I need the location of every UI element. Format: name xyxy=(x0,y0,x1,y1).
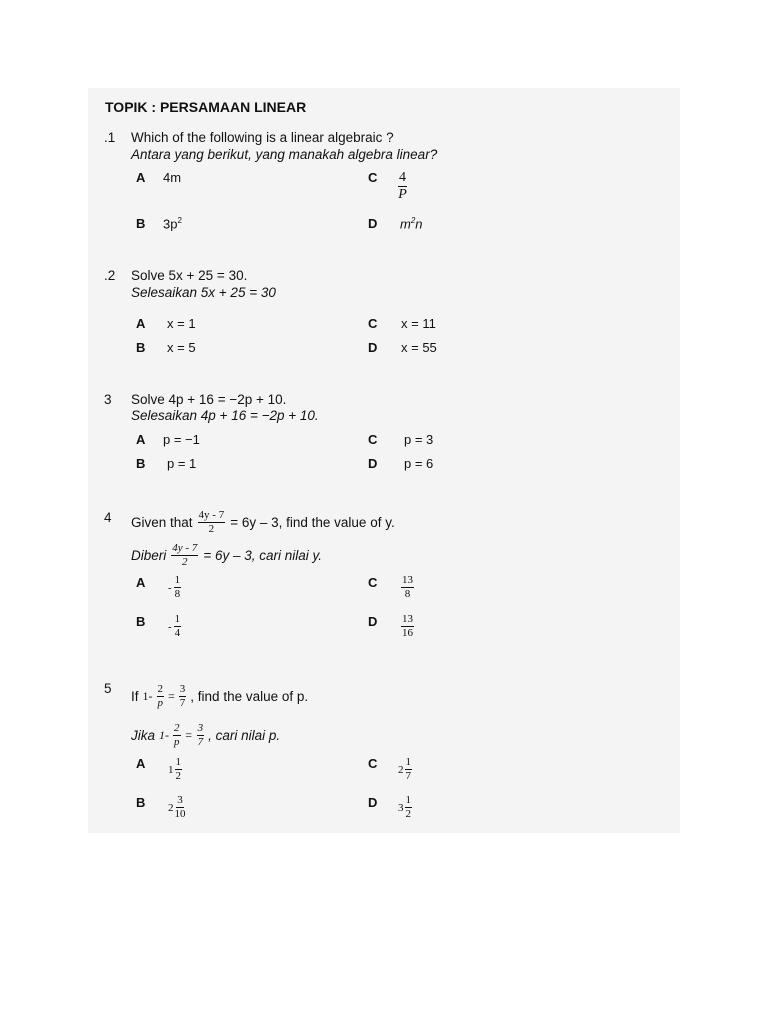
option-b-label: B xyxy=(136,795,146,810)
question-text-ms: Selesaikan 5x + 25 = 30 xyxy=(131,285,276,300)
option-c-answer: $\frac{4}{P}$ xyxy=(398,170,407,202)
option-d-answer: 3 $\frac{1}{2}$ xyxy=(398,794,411,820)
option-c-label: C xyxy=(368,170,378,185)
option-d-answer: x = 55 xyxy=(401,340,437,355)
option-c-label: C xyxy=(368,316,378,331)
option-b-label: B xyxy=(136,614,146,629)
option-b-label: B xyxy=(136,456,146,471)
question-number: 3 xyxy=(104,392,112,407)
page-title: TOPIK : PERSAMAAN LINEAR xyxy=(105,99,307,115)
question-text-en: If 1- $\frac{2}{p}$ = $\frac{3}{7}$ , find the value of p. xyxy=(131,683,309,709)
question-text-en: Solve 4p + 16 = −2p + 10. xyxy=(131,392,287,407)
option-a-answer: p = −1 xyxy=(163,432,200,447)
option-d-answer: $\frac{13}{16}$ xyxy=(402,613,413,639)
option-c-label: C xyxy=(368,432,378,447)
option-b-answer: $3p^2$ xyxy=(163,216,182,232)
option-b-answer: 2 $\frac{3}{10}$ xyxy=(168,794,186,820)
option-d-label: D xyxy=(368,216,378,231)
option-c-answer: 2 $\frac{1}{7}$ xyxy=(398,756,411,782)
question-text-en: Given that $\frac{4y - 7}{2}$ = 6y – 3, find the value of y. xyxy=(131,509,395,535)
option-d-label: D xyxy=(368,614,378,629)
option-c-label: C xyxy=(368,756,378,771)
question-text-ms: Jika 1- $\frac{2}{p}$ = $\frac{3}{7}$ , cari nilai p. xyxy=(131,722,281,748)
question-text-en: Solve 5x + 25 = 30. xyxy=(131,268,248,283)
option-a-answer: x = 1 xyxy=(167,316,196,331)
question-number: 5 xyxy=(104,681,112,696)
option-a-label: A xyxy=(136,575,146,590)
option-d-answer: $m^2n$ xyxy=(400,216,423,232)
option-a-label: A xyxy=(136,432,146,447)
option-b-label: B xyxy=(136,216,146,231)
option-d-label: D xyxy=(368,456,378,471)
question-text-ms: Selesaikan 4p + 16 = −2p + 10. xyxy=(131,408,319,423)
question-text-ms: Diberi $\frac{4y - 7}{2}$ = 6y – 3, cari nilai y. xyxy=(131,542,322,568)
question-number: .1 xyxy=(104,130,116,145)
option-c-answer: x = 11 xyxy=(401,316,436,331)
option-c-label: C xyxy=(368,575,378,590)
option-a-answer: 4m xyxy=(163,170,182,185)
option-c-answer: $\frac{13}{8}$ xyxy=(402,574,413,600)
option-d-label: D xyxy=(368,795,378,810)
question-text-en: Which of the following is a linear algebraic ? xyxy=(131,130,394,145)
option-a-label: A xyxy=(136,316,146,331)
option-d-answer: p = 6 xyxy=(404,456,434,471)
option-a-answer: 1 $\frac{1}{2}$ xyxy=(168,756,181,782)
option-b-answer: x = 5 xyxy=(167,340,196,355)
option-c-answer: p = 3 xyxy=(404,432,434,447)
question-number: 4 xyxy=(104,510,112,525)
option-a-label: A xyxy=(136,170,146,185)
option-b-answer: - $\frac{1}{4}$ xyxy=(168,613,181,639)
option-b-answer: p = 1 xyxy=(167,456,197,471)
option-d-label: D xyxy=(368,340,378,355)
option-a-answer: - $\frac{1}{8}$ xyxy=(168,574,181,600)
question-number: .2 xyxy=(104,268,116,283)
option-b-label: B xyxy=(136,340,146,355)
option-a-label: A xyxy=(136,756,146,771)
question-text-ms: Antara yang berikut, yang manakah algebra linear? xyxy=(131,147,438,162)
